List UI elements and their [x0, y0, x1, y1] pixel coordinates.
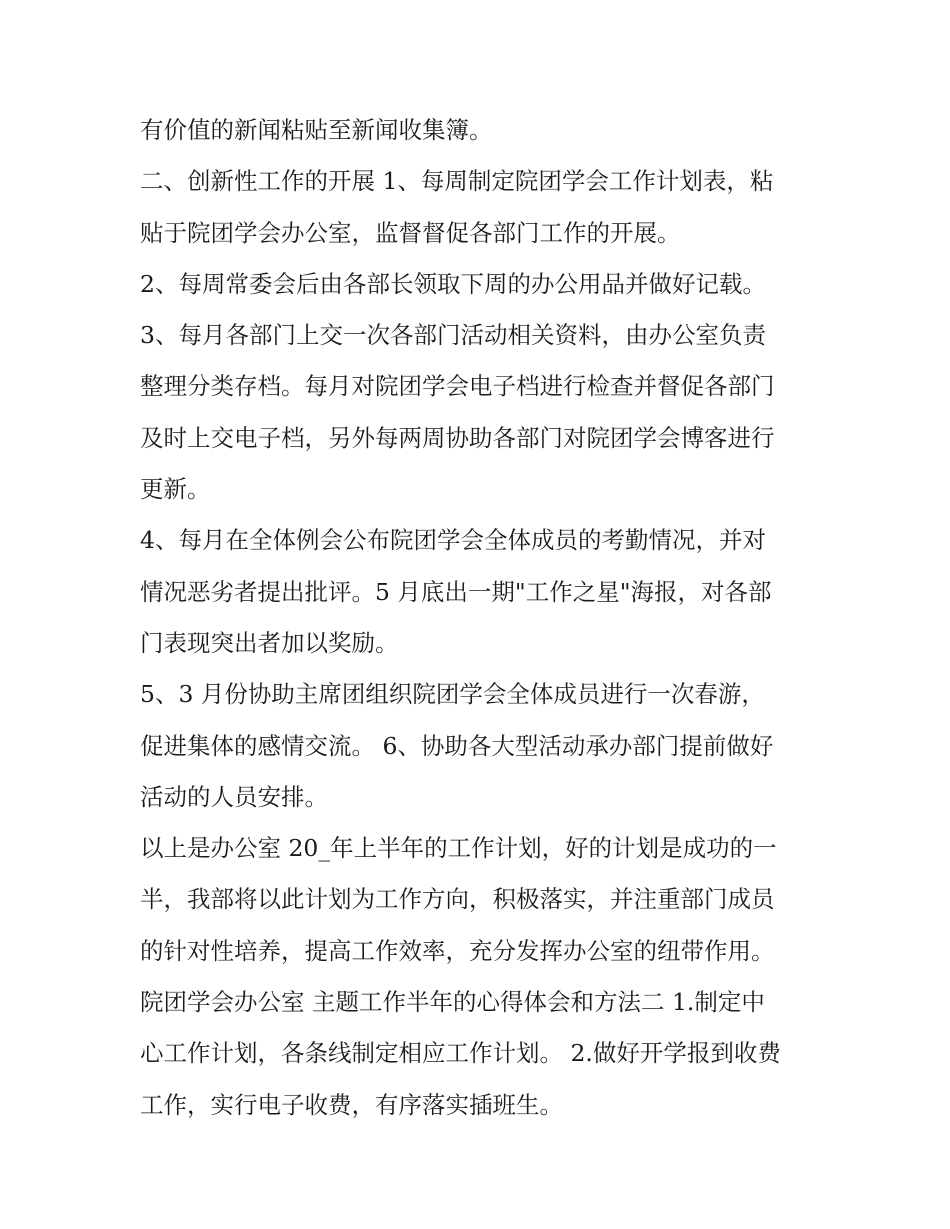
- text-line: 3、每月各部门上交一次各部门活动相关资料，由办公室负责: [140, 321, 766, 350]
- text-line: 及时上交电子档，另外每两周协助各部门对院团学会博客进行: [140, 423, 775, 452]
- text-line: 院团学会办公室 主题工作半年的心得体会和方法二 1.制定中: [140, 988, 765, 1017]
- text-line: 促进集体的感情交流。 6、协助各大型活动承办部门提前做好: [140, 731, 774, 760]
- text-line: 门表现突出者加以奖励。: [140, 628, 399, 657]
- text-line: 有价值的新闻粘贴至新闻收集簿。: [140, 116, 493, 144]
- text-line: 贴于院团学会办公室，监督督促各部门工作的开展。: [140, 218, 681, 247]
- document-body: [140, 105, 820, 1131]
- text-line: 半，我部将以此计划为工作方向，积极落实，并注重部门成员: [140, 885, 775, 914]
- text-line: 更新。: [140, 475, 211, 504]
- text-line: 5、3 月份协助主席团组织院团学会全体成员进行一次春游，: [140, 680, 765, 709]
- text-line: 整理分类存档。每月对院团学会电子档进行检查并督促各部门: [140, 372, 775, 401]
- text-line: 活动的人员安排。: [140, 782, 328, 811]
- text-line: 工作，实行电子收费，有序落实插班生。: [140, 1090, 563, 1119]
- text-line: 心工作计划，各条线制定相应工作计划。 2.做好开学报到收费: [140, 1039, 781, 1068]
- text-line: 4、每月在全体例会公布院团学会全体成员的考勤情况，并对: [140, 526, 766, 555]
- text-line: 二、创新性工作的开展 1、每周制定院团学会工作计划表，粘: [140, 167, 774, 196]
- text-line: 以上是办公室 20_年上半年的工作计划，好的计划是成功的一: [140, 834, 777, 863]
- text-line: 情况恶劣者提出批评。5 月底出一期"工作之星"海报，对各部: [140, 577, 772, 606]
- text-line: 的针对性培养，提高工作效率，充分发挥办公室的纽带作用。: [140, 936, 775, 965]
- text-line: 2、每周常委会后由各部长领取下周的办公用品并做好记载。: [140, 269, 766, 298]
